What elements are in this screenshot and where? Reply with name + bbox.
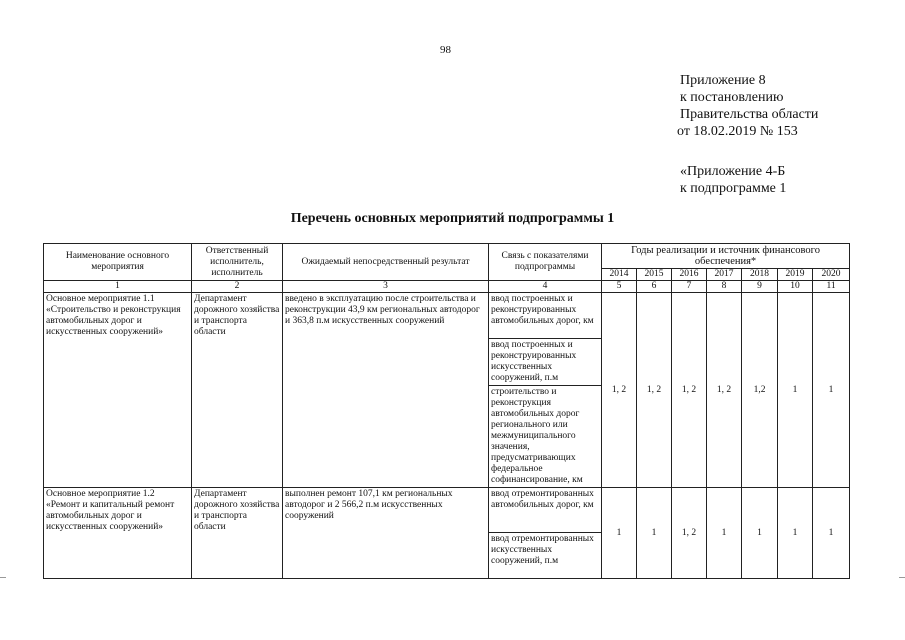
- year-value: 1: [637, 488, 672, 579]
- column-number: 6: [637, 281, 672, 293]
- column-number: 4: [489, 281, 602, 293]
- measure-name: Основное мероприятие 1.1 «Строительство и реконструкция автомобильных дорог и искусственных сооружений»: [44, 293, 192, 488]
- header-line: «Приложение 4-Б: [680, 164, 786, 179]
- header-line: к постановлению: [680, 90, 784, 105]
- year-header: 2020: [813, 269, 850, 281]
- measure-executor: Департамент дорожного хозяйства и транспорта области: [192, 293, 283, 488]
- column-number: 10: [778, 281, 813, 293]
- measure-name: Основное мероприятие 1.2 «Ремонт и капитальный ремонт автомобильных дорог и искусственных сооружений»: [44, 488, 192, 579]
- header-line: Правительства области: [680, 107, 819, 122]
- measure-link: строительство и реконструкция автомобильных дорог регионального или межмуниципального значения, предусматривающих федеральное софинансирование, км: [489, 386, 602, 488]
- header-result: Ожидаемый непосредственный результат: [283, 244, 489, 281]
- scan-edge-mark: [0, 577, 6, 578]
- year-header: 2018: [742, 269, 778, 281]
- header-link: Связь с показателями подпрограммы: [489, 244, 602, 281]
- year-header: 2017: [707, 269, 742, 281]
- year-value: 1, 2: [602, 293, 637, 488]
- column-number: 11: [813, 281, 850, 293]
- column-number: 2: [192, 281, 283, 293]
- year-header: 2016: [672, 269, 707, 281]
- year-value: 1: [778, 488, 813, 579]
- column-numbers-row: [44, 281, 850, 293]
- measure-link: ввод построенных и реконструированных искусственных сооружений, п.м: [489, 339, 602, 386]
- column-number: 9: [742, 281, 778, 293]
- approval-header: [677, 72, 819, 197]
- year-value: 1, 2: [672, 488, 707, 579]
- column-number: 7: [672, 281, 707, 293]
- year-value: 1: [778, 293, 813, 488]
- table-row: [44, 293, 850, 339]
- header-line: Приложение 8: [680, 73, 766, 88]
- column-number: 3: [283, 281, 489, 293]
- header-line: к подпрограмме 1: [680, 181, 787, 196]
- scan-edge-mark: [899, 577, 905, 578]
- year-value: 1: [742, 488, 778, 579]
- column-number: 8: [707, 281, 742, 293]
- year-value: 1: [707, 488, 742, 579]
- table-row: [44, 488, 850, 533]
- header-years-group: Годы реализации и источник финансового обеспечения*: [602, 244, 850, 269]
- measure-link: ввод отремонтированных автомобильных дорог, км: [489, 488, 602, 533]
- year-value: 1: [602, 488, 637, 579]
- year-value: 1,2: [742, 293, 778, 488]
- year-header: 2015: [637, 269, 672, 281]
- measure-executor: Департамент дорожного хозяйства и транспорта области: [192, 488, 283, 579]
- column-number: 1: [44, 281, 192, 293]
- measure-result: введено в эксплуатацию после строительства и реконструкции 43,9 км региональных автодорог и 363,8 п.м искусственных сооружений: [283, 293, 489, 488]
- page-number: 98: [440, 44, 451, 56]
- measures-table: [43, 243, 850, 579]
- year-value: 1, 2: [707, 293, 742, 488]
- measure-link: ввод построенных и реконструированных автомобильных дорог, км: [489, 293, 602, 339]
- year-value: 1: [813, 293, 850, 488]
- column-number: 5: [602, 281, 637, 293]
- measure-link: ввод отремонтированных искусственных сооружений, п.м: [489, 533, 602, 579]
- year-value: 1, 2: [672, 293, 707, 488]
- year-header: 2019: [778, 269, 813, 281]
- measure-result: выполнен ремонт 107,1 км региональных автодорог и 2 566,2 п.м искусственных сооружений: [283, 488, 489, 579]
- year-value: 1, 2: [637, 293, 672, 488]
- header-name: Наименование основного мероприятия: [44, 244, 192, 281]
- header-line: от 18.02.2019 № 153: [677, 124, 798, 139]
- year-header: 2014: [602, 269, 637, 281]
- header-executor: Ответственный исполнитель, исполнитель: [192, 244, 283, 281]
- document-title: Перечень основных мероприятий подпрограммы 1: [290, 211, 615, 226]
- year-value: 1: [813, 488, 850, 579]
